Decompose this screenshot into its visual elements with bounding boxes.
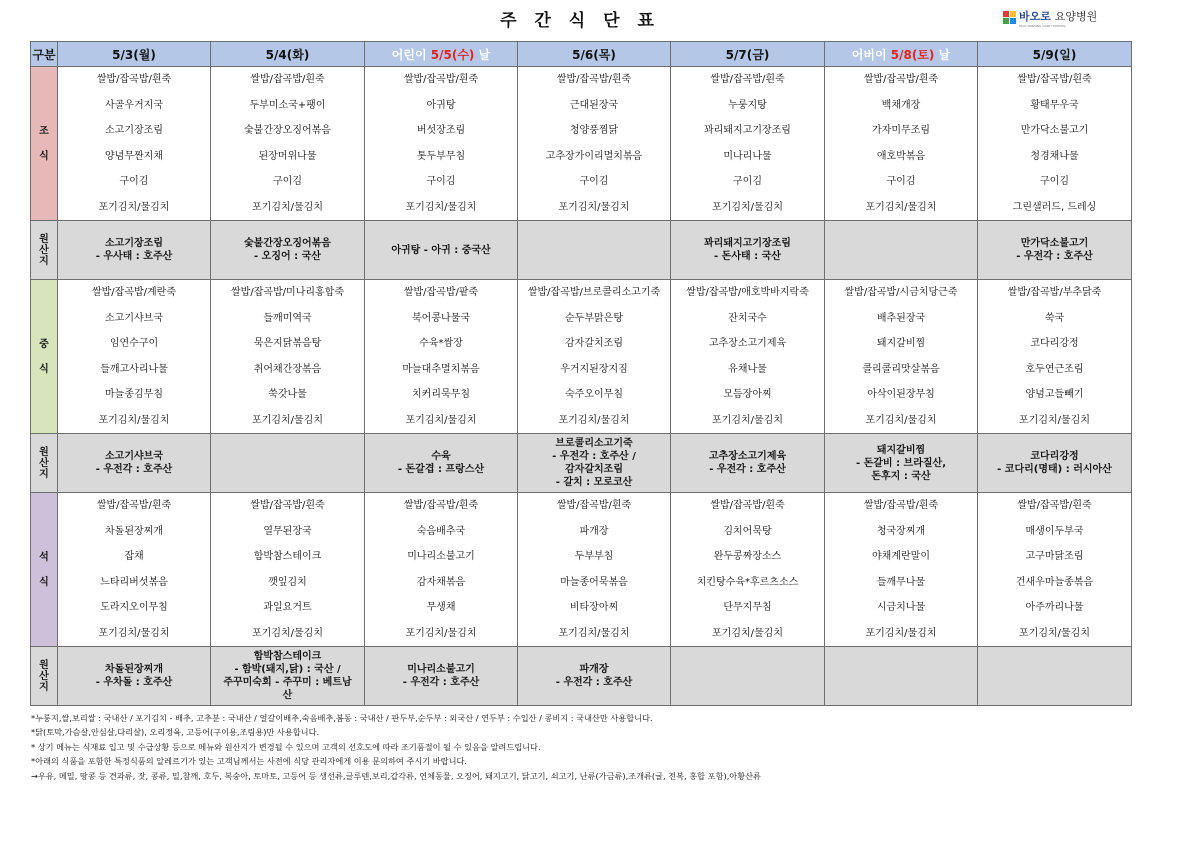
holiday-suffix: 날 [934, 47, 951, 62]
menu-item: 쌀밥/잡곡밥/브로콜리소고기죽 [527, 287, 661, 298]
origin-cell [978, 221, 1132, 280]
origin-line: 숯불간장오징어볶음 [244, 238, 331, 249]
origin-cell [365, 434, 518, 493]
origin-line: 함박참스테이크 [253, 651, 322, 662]
menu-item: 쌀밥/잡곡밥/흰죽 [556, 500, 632, 511]
origin-cell [671, 647, 825, 706]
menu-item: 돼지갈비찜 [876, 338, 926, 349]
meal-label-char: 조 [39, 125, 49, 137]
menu-item: 순두부맑은탕 [565, 312, 623, 324]
menu-item: 들깨미역국 [263, 312, 312, 324]
menu-item: 양념무짠지채 [105, 150, 163, 162]
menu-item: 양념고들빼기 [1025, 389, 1084, 400]
menu-item: 콜리콜리맛살볶음 [862, 363, 940, 375]
menu-item: 고추장가이리멸치볶음 [545, 150, 643, 162]
origin-cell [978, 434, 1132, 493]
menu-item: 들깨고사리나물 [100, 363, 168, 375]
menu-item: 쑥갓나물 [268, 389, 307, 400]
menu-item: 포기김치/물김치 [405, 414, 477, 426]
origin-cell [211, 434, 365, 493]
origin-line: - 우전각 : 호주산 [1016, 251, 1093, 262]
menu-item: 포기김치/물김치 [98, 414, 170, 426]
menu-item: 매생이두부국 [1025, 525, 1084, 537]
origin-line: 소고기장조림 [105, 238, 163, 249]
menu-item: 소고기장조림 [105, 125, 163, 136]
origin-cell [825, 221, 978, 280]
origin-line: 브로콜리소고기죽 [555, 438, 633, 449]
origin-line: - 코다리(명태) : 러시아산 [997, 464, 1112, 475]
menu-item: 포기김치/물김치 [712, 627, 783, 639]
origin-line: - 돈갈비 : 브라질산, [855, 457, 946, 469]
origin-line: 감자갈치조림 [565, 464, 623, 475]
menu-cell [978, 493, 1132, 647]
origin-row [31, 647, 1132, 706]
menu-item: 포기김치/물김치 [252, 627, 323, 639]
origin-line: - 오징어 : 국산 [254, 251, 321, 262]
menu-item: 쌀밥/잡곡밥/흰죽 [863, 74, 939, 85]
origin-cell [518, 434, 671, 493]
menu-item: 포기김치/물김치 [98, 201, 170, 213]
menu-cell [58, 67, 211, 221]
menu-cell [211, 280, 365, 434]
menu-item: 야채계란말이 [872, 551, 930, 562]
origin-cell [671, 434, 825, 493]
menu-item: 감자채볶음 [416, 576, 466, 588]
menu-item: 구이김 [579, 176, 609, 187]
origin-line: 수육 [431, 451, 451, 462]
day-header [671, 42, 825, 67]
day-date: 5/8(토) [890, 47, 935, 62]
menu-item: 포기김치/물김치 [252, 414, 323, 426]
menu-item: 임연수구이 [109, 338, 159, 349]
meal-label-char: 석 [39, 551, 49, 563]
menu-cell [365, 67, 518, 221]
menu-cell [825, 67, 978, 221]
menu-item: 함박참스테이크 [253, 551, 322, 562]
origin-cell [978, 647, 1132, 706]
meal-label-char: 식 [39, 150, 49, 162]
menu-item: 꽈리돼지고기장조림 [704, 125, 791, 136]
menu-item: 만가닥소불고기 [1020, 125, 1089, 136]
menu-item: 마늘종김무침 [105, 389, 163, 400]
origin-cell [58, 647, 211, 706]
menu-item: 들깨무나물 [876, 576, 926, 588]
menu-item: 포기김치/물김치 [1019, 627, 1090, 639]
origin-label-char: 원 [39, 446, 49, 458]
logo-tagline: PAUL NURSING CARE HOSPITAL [1019, 24, 1066, 28]
day-date: 5/9(일) [1032, 47, 1077, 62]
menu-item: 쌀밥/잡곡밥/부추닭죽 [1007, 287, 1102, 298]
menu-item: 애호박볶음 [876, 150, 926, 162]
menu-item: 포기김치/물김치 [252, 201, 323, 213]
holiday-prefix: 어린이 [391, 47, 431, 62]
menu-cell [518, 280, 671, 434]
menu-item: 쌀밥/잡곡밥/애호박바지락죽 [686, 287, 809, 298]
menu-cell [671, 493, 825, 647]
note-line: →우유, 메밀, 땅콩 등 견과류, 잣, 콩류, 밀,참깨, 호두, 복숭아, 토마토, 고등어 등 생선류,글루텐,보리,갑각류, 연체동물, 오징어, 돼지고기, 닭고기, 쇠고기, 난류(가금류),조개류(굴, 전복, 홍합 포함),아황산류 [31, 770, 761, 781]
day-header [978, 42, 1132, 67]
origin-line: - 우전각 : 호주산 [95, 464, 173, 475]
menu-item: 치킨탕수육*후르츠소스 [696, 576, 799, 588]
origin-line: 주꾸미숙회 - 주꾸미 : 베트남 [223, 677, 352, 688]
menu-item: 북어콩나물국 [412, 312, 470, 324]
origin-line: - 우전각 : 호주산 [709, 464, 786, 475]
menu-item: 아귀탕 [426, 99, 456, 111]
menu-item: 포기김치/물김치 [865, 201, 937, 213]
origin-line: - 갈치 : 모로코산 [555, 477, 633, 488]
origin-label-char: 지 [39, 681, 49, 693]
menu-cell [518, 67, 671, 221]
gubun-header: 구분 [31, 42, 58, 67]
menu-item: 포기김치/물김치 [865, 627, 937, 639]
menu-item: 포기김치/물김치 [712, 414, 783, 426]
menu-item: 열무된장국 [263, 525, 312, 537]
menu-item: 마늘대추멸치볶음 [402, 363, 480, 375]
menu-item: 구이김 [273, 176, 302, 187]
meal-label [31, 493, 58, 647]
menu-item: 도라지오이무침 [100, 602, 168, 613]
meal-row [31, 67, 1132, 221]
menu-cell [671, 67, 825, 221]
menu-cell [365, 280, 518, 434]
menu-item: 차돌된장찌개 [105, 525, 163, 537]
origin-line: 만가닥소불고기 [1020, 238, 1089, 249]
menu-item: 숙음배추국 [416, 525, 466, 537]
menu-item: 묵은지닭볶음탕 [253, 338, 322, 349]
menu-item: 백채개장 [881, 99, 921, 111]
origin-cell [518, 221, 671, 280]
meal-label [31, 280, 58, 434]
origin-line: 코다리강정 [1030, 451, 1079, 462]
menu-item: 쌀밥/잡곡밥/흰죽 [96, 500, 172, 511]
menu-item: 비타장아찌 [569, 602, 619, 613]
menu-item: 쌀밥/잡곡밥/흰죽 [863, 500, 939, 511]
menu-cell [211, 67, 365, 221]
origin-cell [58, 221, 211, 280]
menu-item: 청국장찌개 [876, 525, 926, 537]
menu-item: 누룽지탕 [728, 99, 767, 111]
menu-item: 쌀밥/잡곡밥/흰죽 [96, 74, 172, 85]
origin-line: 산 [282, 690, 293, 701]
origin-cell [825, 647, 978, 706]
menu-cell [978, 280, 1132, 434]
menu-item: 청경채나물 [1030, 150, 1079, 162]
day-date: 5/4(화) [265, 47, 310, 62]
origin-line: - 우전각 : 호주산 [555, 677, 633, 688]
origin-cell [825, 434, 978, 493]
menu-item: 된장머위나물 [258, 150, 317, 162]
menu-item: 호두연근조림 [1025, 363, 1084, 375]
menu-item: 쌀밥/잡곡밥/시금치당근죽 [844, 287, 958, 298]
menu-item: 수육*쌈장 [419, 338, 463, 349]
menu-item: 구이김 [426, 176, 456, 187]
origin-line: 소고기샤브국 [105, 451, 163, 462]
holiday-prefix: 어버이 [851, 47, 891, 62]
menu-item: 포기김치/물김치 [405, 627, 477, 639]
menu-item: 포기김치/물김치 [98, 627, 170, 639]
logo-text: 바오로 요양병원 [1019, 10, 1098, 23]
menu-item: 김치어묵탕 [723, 525, 772, 537]
menu-item: 톳두부무침 [416, 150, 466, 162]
menu-item: 코다리강정 [1030, 338, 1079, 349]
day-header [518, 42, 671, 67]
origin-line: 파개장 [579, 664, 609, 675]
meal-label-char: 중 [39, 338, 49, 350]
origin-line: 아귀탕 - 아귀 : 중국산 [391, 244, 491, 256]
menu-item: 사골우거지국 [105, 99, 163, 111]
holiday-suffix: 날 [474, 47, 491, 62]
menu-item: 두부부침 [574, 551, 614, 562]
origin-line: - 함박(돼지,닭) : 국산 / [234, 664, 341, 675]
origin-cell [518, 647, 671, 706]
origin-line: - 우전각 : 호주산 [402, 677, 480, 688]
menu-item: 쌀밥/잡곡밥/팥죽 [403, 287, 479, 298]
menu-item: 청양풍찜닭 [569, 125, 619, 136]
menu-item: 쌀밥/잡곡밥/미나리홍합죽 [231, 287, 344, 298]
origin-label-char: 지 [39, 255, 49, 267]
origin-label [31, 647, 58, 706]
menu-item: 쌀밥/잡곡밥/흰죽 [710, 500, 785, 511]
origin-line: 돼지갈비찜 [876, 444, 926, 456]
menu-item: 포기김치/물김치 [405, 201, 477, 213]
origin-line: 차돌된장찌개 [105, 664, 163, 675]
origin-cell [671, 221, 825, 280]
menu-cell [518, 493, 671, 647]
menu-item: 잔치국수 [728, 312, 767, 324]
logo-icon [1003, 11, 1016, 24]
menu-cell [671, 280, 825, 434]
menu-item: 포기김치/물김치 [712, 201, 783, 213]
menu-item: 버섯장조림 [416, 125, 466, 136]
menu-item: 쌀밥/잡곡밥/흰죽 [1017, 74, 1092, 85]
menu-item: 쌀밥/잡곡밥/흰죽 [403, 74, 479, 85]
note-line: *아래의 식품을 포함한 특정식품의 알레르기가 있는 고객님께서는 사전에 식당 관리자에게 이용 문의하여 주시기 바랍니다. [31, 756, 467, 767]
menu-item: 두부미소국+팽이 [249, 99, 326, 111]
origin-label-char: 산 [39, 457, 49, 469]
menu-item: 그린샐러드, 드레싱 [1012, 201, 1097, 213]
menu-item: 단무지무침 [723, 602, 772, 613]
weekly-menu-table [30, 41, 1132, 706]
menu-cell [58, 280, 211, 434]
day-date: 5/7(금) [725, 47, 770, 62]
day-date: 5/6(목) [572, 47, 616, 62]
menu-cell [825, 280, 978, 434]
menu-item: 우거지된장지짐 [560, 363, 628, 375]
menu-item: 고구마닭조림 [1025, 551, 1084, 562]
origin-line: - 돈갈겹 : 프랑스산 [397, 464, 485, 475]
origin-line: - 돈사태 : 국산 [714, 251, 781, 262]
meal-label-char: 식 [39, 576, 49, 588]
notes-section [31, 711, 1141, 783]
origin-line: 꽈리돼지고기장조림 [704, 238, 791, 249]
menu-item: 깻잎김치 [268, 576, 307, 588]
menu-item: 포기김치/물김치 [1019, 414, 1090, 426]
menu-item: 포기김치/물김치 [558, 627, 630, 639]
menu-cell [211, 493, 365, 647]
origin-line: 고추장소고기제육 [708, 451, 787, 462]
origin-label-char: 산 [39, 244, 49, 256]
origin-cell [365, 647, 518, 706]
day-header [58, 42, 211, 67]
origin-label-char: 원 [39, 233, 49, 245]
header-row [31, 42, 1132, 67]
menu-item: 구이김 [119, 176, 149, 187]
origin-row [31, 221, 1132, 280]
menu-cell [58, 493, 211, 647]
menu-item: 쌀밥/잡곡밥/흰죽 [403, 500, 479, 511]
menu-item: 모듬장아찌 [723, 389, 772, 400]
menu-cell [978, 67, 1132, 221]
menu-item: 유채나물 [728, 363, 767, 375]
menu-item: 아주까리나물 [1025, 602, 1084, 613]
menu-item: 아삭이된장무침 [867, 389, 935, 400]
menu-item: 과일요거트 [263, 602, 312, 613]
day-date: 5/3(월) [112, 47, 156, 62]
menu-item: 가자미무조림 [872, 125, 930, 136]
day-header [825, 42, 978, 67]
hospital-logo [1003, 10, 1098, 28]
day-date: 5/5(수) [430, 47, 475, 62]
note-line: *누룽지,쌀,보리쌀 : 국내산 / 포기김치 - 배추, 고추분 : 국내산 / 얼갈이배추,숙음배추,봄동 : 국내산 / 판두부,순두부 : 외국산 / 연두부 : 수입산 / 콩비지 : 국내산만 사용합니다. [31, 713, 653, 723]
menu-item: 숯불간장오징어볶음 [244, 125, 331, 136]
menu-item: 포기김치/물김치 [558, 414, 630, 426]
origin-cell [211, 221, 365, 280]
menu-item: 쌀밥/잡곡밥/흰죽 [250, 500, 325, 511]
origin-label-char: 지 [39, 468, 49, 480]
menu-item: 근대된장국 [569, 99, 619, 111]
origin-line: 미나리소불고기 [407, 664, 475, 675]
menu-item: 미나리나물 [723, 150, 772, 162]
meal-row [31, 280, 1132, 434]
menu-item: 완두콩짜장소스 [713, 551, 782, 562]
menu-item: 미나리소불고기 [407, 551, 475, 562]
origin-cell [211, 647, 365, 706]
menu-item: 구이김 [886, 176, 916, 187]
menu-item: 쌀밥/잡곡밥/흰죽 [710, 74, 785, 85]
menu-item: 쌀밥/잡곡밥/흰죽 [250, 74, 325, 85]
origin-label-char: 산 [39, 670, 49, 682]
menu-item: 숙주오이무침 [565, 389, 623, 400]
menu-item: 쌀밥/잡곡밥/흰죽 [1017, 500, 1092, 511]
menu-item: 황태무우국 [1030, 99, 1079, 111]
origin-label [31, 221, 58, 280]
origin-row [31, 434, 1132, 493]
origin-line: - 우차돌 : 호주산 [95, 677, 173, 688]
page-title: 주 간 식 단 표 [500, 11, 660, 31]
note-line: * 상기 메뉴는 식재료 입고 및 수급상황 등으로 메뉴와 원산지가 변경될 수 있으며 고객의 선호도에 따라 조기품절이 될 수 있음을 알려드립니다. [31, 741, 541, 752]
meal-row [31, 493, 1132, 647]
menu-item: 무생채 [426, 602, 456, 613]
day-header [211, 42, 365, 67]
origin-cell [58, 434, 211, 493]
menu-item: 포기김치/물김치 [865, 414, 937, 426]
origin-label-char: 원 [39, 659, 49, 671]
origin-line: - 우전각 : 호주산 / [552, 451, 636, 462]
meal-label [31, 67, 58, 221]
note-line: *닭(토막,가슴살,안심살,다리살), 오리정육, 고등어(구이용,조림용)만 사용합니다. [31, 727, 320, 738]
menu-item: 느타리버섯볶음 [100, 576, 168, 588]
menu-item: 구이김 [733, 176, 762, 187]
origin-cell [365, 221, 518, 280]
menu-item: 치커리묵무침 [412, 389, 470, 400]
meal-label-char: 식 [39, 363, 49, 375]
menu-item: 포기김치/물김치 [558, 201, 630, 213]
origin-line: 돈후지 : 국산 [871, 470, 931, 482]
menu-item: 취어채간장볶음 [253, 363, 322, 375]
menu-item: 구이김 [1040, 176, 1069, 187]
day-header [365, 42, 518, 67]
menu-item: 시금치나물 [876, 602, 926, 613]
origin-line: - 우사태 : 호주산 [95, 251, 173, 262]
origin-label [31, 434, 58, 493]
menu-item: 쑥국 [1044, 312, 1065, 324]
menu-item: 파개장 [579, 525, 609, 537]
menu-item: 쌀밥/잡곡밥/흰죽 [556, 74, 632, 85]
menu-cell [365, 493, 518, 647]
menu-item: 감자갈치조림 [565, 338, 623, 349]
menu-item: 배추된장국 [876, 312, 926, 324]
menu-item: 잡채 [124, 551, 144, 562]
menu-item: 소고기샤브국 [105, 312, 163, 324]
menu-cell [825, 493, 978, 647]
menu-item: 마늘종어묵볶음 [560, 576, 628, 588]
menu-item: 건새우마늘종볶음 [1015, 576, 1094, 588]
menu-item: 고추장소고기제육 [708, 338, 787, 349]
menu-item: 쌀밥/잡곡밥/계란죽 [91, 287, 177, 298]
